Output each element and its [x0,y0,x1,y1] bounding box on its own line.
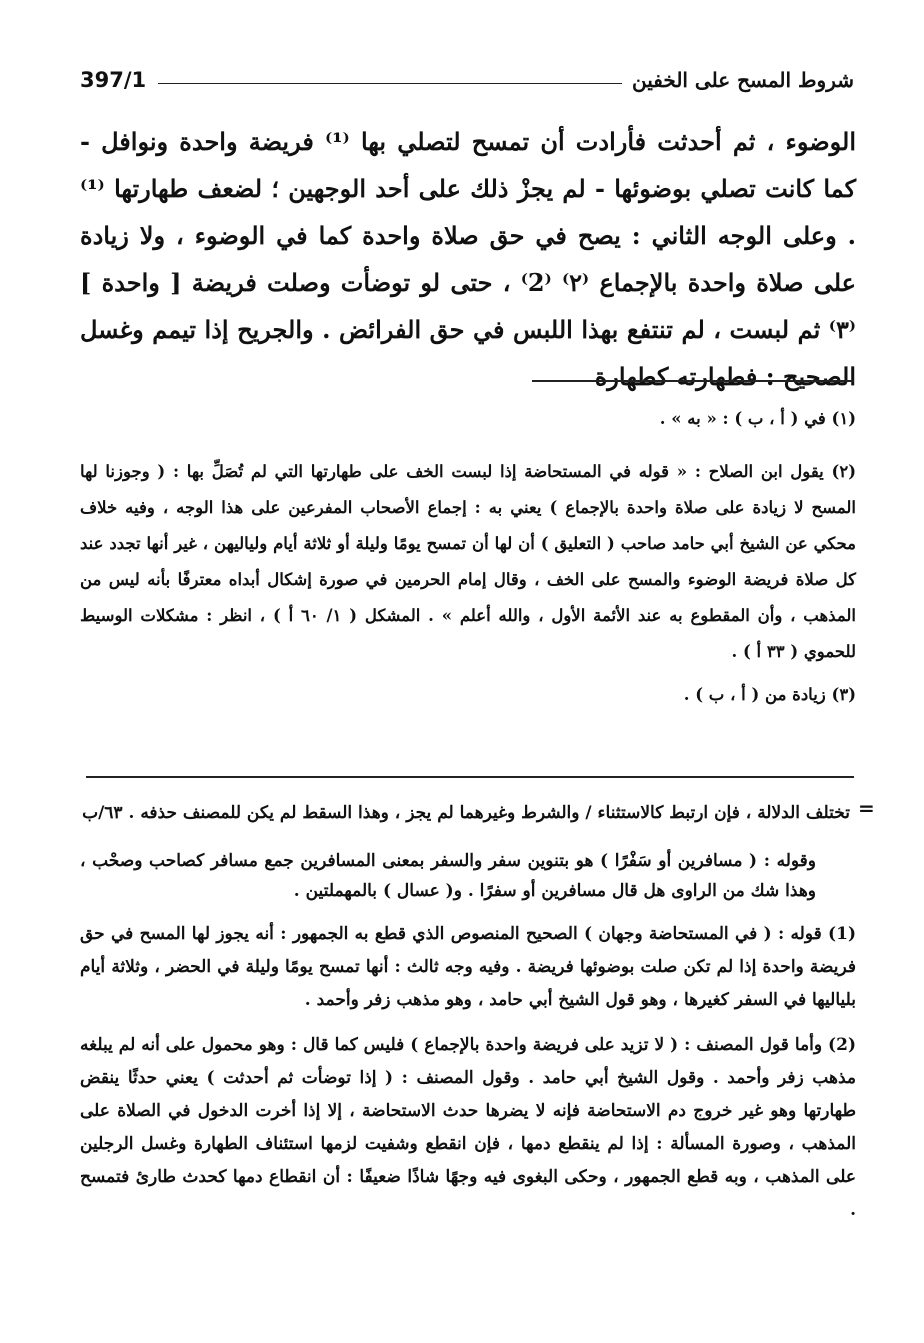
footnote-3: (٣) زيادة من ( أ ، ب ) . [683,685,856,704]
footnote-2: (٢) يقول ابن الصلاح : « قوله في المستحاضة إذا لبست الخف على طهارتها التي لم تُصَلِّ بها : ( وجوزنا لها المسح لا زيادة على صلاة واحدة بالإجماع ) يعني به : إجماع الأصحاب المفرعين على هذا الوجه ، وفيه خلاف محكي عن الشيخ أبي حامد صاحب ( التعليق ) أن لها أن تمسح يومًا وليلة أو ثلاثة أيام ولياليهن ، غير أنها تجدد عند كل صلاة فريضة الوضوء والمسح على الخف ، وقال إمام الحرمين في صورة إشكال أبداه معترفًا بأنه ليس من المذهب ، وأن المقطوع به عند الأئمة الأول ، والله أعلم » . المشكل ( ١/ ٦٠ أ ) ، انظر : مشكلات الوسيط للحموي ( ٣٣ أ ) . [80,462,856,661]
footnotes [80,404,856,710]
commentary-paragraph: (2) وأما قول المصنف : ( لا تزيد على فريضة واحدة بالإجماع ) فليس كما قال : وهو محمول على أنه لم يبلغه مذهب زفر وأحمد . وقول الشيخ أبي حامد . وقول المصنف : ( إذا توضأت ثم أحدثت ) يعني حدثًا ينقض طهارتها وهو غير خروج دم الاستحاضة فإنه لا يضرها حدث الاستحاضة ، إلا إذا أخرت الدخول في الصلاة على المذهب ، وصورة المسألة : إذا لم ينقطع دمها ، فإن انقطع وشفيت لزمها استئناف الطهارة وغسل الرجلين على المذهب ، وبه قطع الجمهور ، وحكى البغوى فيه وجهًا شاذًا ضعيفًا : أن انقطاع دمها كحدث طارئ فتمسح . [80,1035,856,1220]
main-text: الوضوء ، ثم أحدثت فأرادت أن تمسح لتصلي بها ⁽¹⁾ فريضة واحدة ونوافل - كما كانت تصلي بوضوئها - لم يجزْ ذلك على أحد الوجهين ؛ لضعف طهارتها ⁽¹⁾ . وعلى الوجه الثاني : يصح في حق صلاة واحدة كما في الوضوء ، ولا زيادة على صلاة واحدة بالإجماع ⁽٢⁾ ⁽2⁾ ، حتى لو توضأت وصلت فريضة [ واحدة ] ⁽٣⁾ ثم لبست ، لم تنتفع بهذا اللبس في حق الفرائض . والجريح إذا تيمم وغسل الصحيح : فطهارته كطهارة [80,127,857,391]
commentary-paragraph: (1) قوله : ( في المستحاضة وجهان ) الصحيح المنصوص الذي قطع به الجمهور : أنه يجوز لها المسح في حق فريضة واحدة إذا لم تكن صلت بوضوئها فريضة . وفيه وجه ثالث : أنها تمسح يومًا وليلة في الحضر ، وثلاثة أيام بلياليها في السفر كغيرها ، وهو قول الشيخ أبي حامد ، وهو مذهب زفر وأحمد . [80,924,856,1010]
footnote-1: (١) في ( أ ، ب ) : « به » . [659,409,856,428]
footnote-separator [532,380,854,382]
commentary-paragraph: وقوله : ( مسافرين أو سَفْرًا ) هو بتنوين سفر والسفر بمعنى المسافرين جمع مسافر كصاحب وصحْب ، وهذا شك من الراوى هل قال مسافرين أو سفرًا . و( عسال ) بالمهملتين . [80,851,816,901]
header-rule [158,83,622,84]
commentary-separator [86,776,854,778]
continuation-mark: = [858,796,875,820]
commentary-first-line: تختلف الدلالة ، فإن ارتبط كالاستثناء / والشرط وغيرهما لم يجز ، وهذا السقط لم يكن للمصنف حذفه . ٦٣/ب [82,803,850,823]
commentary-body [80,846,856,1239]
running-title: شروط المسح على الخفين [632,68,854,92]
page-header [80,62,854,98]
page-number: 397/1 [80,68,147,92]
